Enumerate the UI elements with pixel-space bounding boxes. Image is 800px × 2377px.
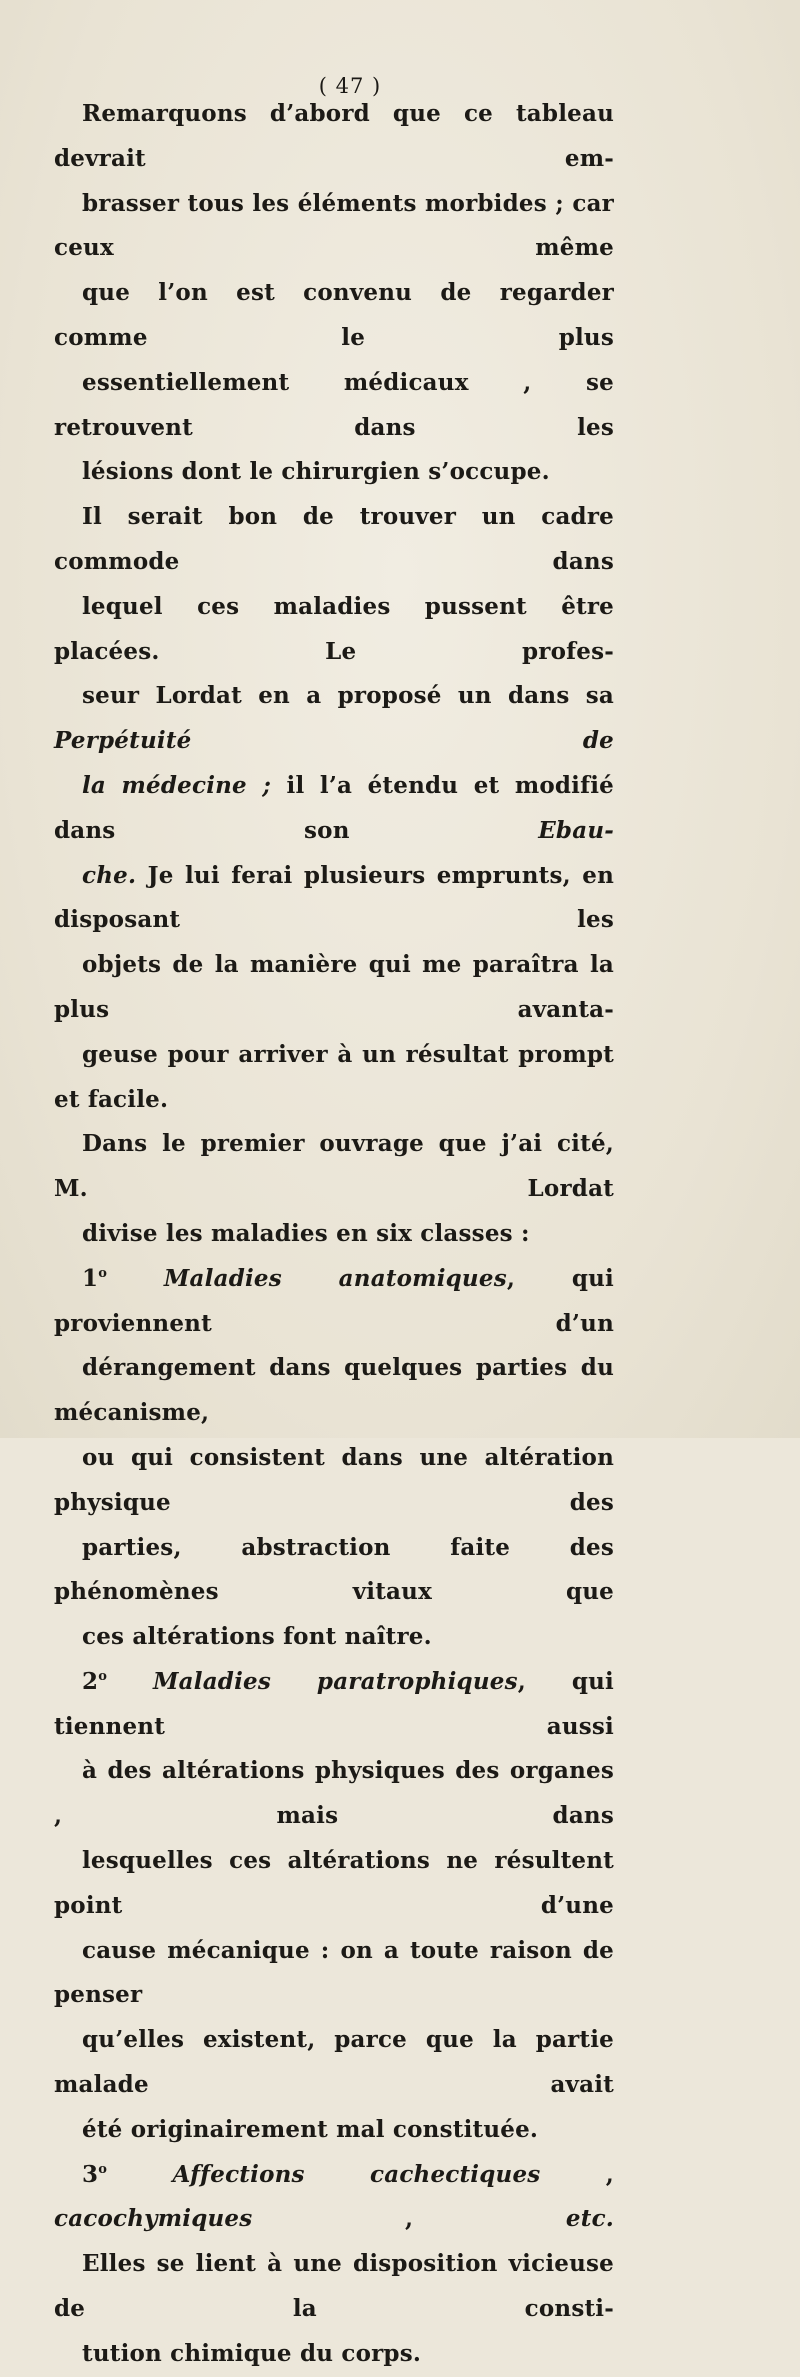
- paragraph: [54, 1660, 614, 2153]
- text-line: lequel ces maladies pussent être placées. Le profes-: [54, 592, 614, 665]
- text-line: ou qui consistent dans une altération physique des: [54, 1443, 614, 1516]
- text-line: Elles se lient à une disposition vicieuse de la consti-: [54, 2250, 614, 2323]
- text-line: 1$^o$ Maladies anatomiques, qui proviennent d’un: [54, 1264, 614, 1337]
- text-line: Remarquons d’abord que ce tableau devrait em-: [54, 100, 614, 172]
- class-name: etc.: [565, 2205, 614, 2233]
- class-name: Maladies anatomiques: [163, 1264, 507, 1292]
- text-line: qu’elles existent, parce que la partie malade avait: [54, 2026, 614, 2099]
- book-title: Ebau-: [538, 816, 614, 844]
- paragraph: [54, 1257, 614, 1660]
- text-line: objets de la manière qui me paraîtra la plus avanta-: [54, 951, 614, 1023]
- paragraph: [54, 495, 614, 1122]
- text-line: che. Je lui ferai plusieurs emprunts, en disposant les: [54, 861, 614, 934]
- text-line: été originairement mal constituée.: [82, 2115, 539, 2143]
- text-line: lésions dont le chirurgien s’occupe.: [82, 458, 550, 486]
- text-line: la médecine ; il l’a étendu et modifié dans son Ebau-: [54, 771, 614, 844]
- text-line: tution chimique du corps.: [82, 2339, 422, 2367]
- body-text: [54, 92, 614, 2377]
- text-line: lesquelles ces altérations ne résultent point d’une: [54, 1847, 614, 1919]
- text-line: divise les maladies en six classes :: [82, 1219, 530, 1247]
- text-line: seur Lordat en a proposé un dans sa Perpétuité de: [54, 682, 614, 755]
- text-line: cause mécanique : on a toute raison de penser: [54, 1936, 614, 2009]
- text-line: essentiellement médicaux , se retrouvent dans les: [54, 368, 614, 441]
- text-line: brasser tous les éléments morbides ; car ceux même: [54, 189, 614, 262]
- text-line: parties, abstraction faite des phénomènes vitaux que: [54, 1533, 614, 1606]
- class-name: Affections cachectiques: [172, 2160, 541, 2188]
- book-title: la médecine ;: [82, 771, 272, 799]
- paragraph: [54, 2153, 614, 2377]
- paragraph: [54, 1122, 614, 1256]
- text-line: geuse pour arriver à un résultat prompt et facile.: [54, 1040, 614, 1113]
- class-name: cacochymiques: [54, 2205, 253, 2233]
- text-line: que l’on est convenu de regarder comme le plus: [54, 279, 614, 351]
- text-line: dérangement dans quelques parties du mécanisme,: [54, 1354, 614, 1427]
- class-name: Maladies paratrophiques: [153, 1667, 518, 1695]
- text-line: 3$^o$ Affections cachectiques , cacochymiques , etc.: [54, 2160, 614, 2233]
- page-number: ( 47 ): [318, 74, 382, 98]
- paragraph: [54, 92, 614, 495]
- text-line: à des altérations physiques des organes , mais dans: [54, 1757, 614, 1830]
- text-line: Dans le premier ouvrage que j’ai cité, M. Lordat: [54, 1130, 614, 1203]
- text-line: 2$^o$ Maladies paratrophiques, qui tiennent aussi: [54, 1667, 614, 1740]
- book-title: Perpétuité de: [54, 727, 614, 755]
- book-title: che.: [82, 861, 137, 889]
- text-line: ces altérations font naître.: [82, 1623, 432, 1651]
- text-line: Il serait bon de trouver un cadre commode dans: [54, 503, 614, 575]
